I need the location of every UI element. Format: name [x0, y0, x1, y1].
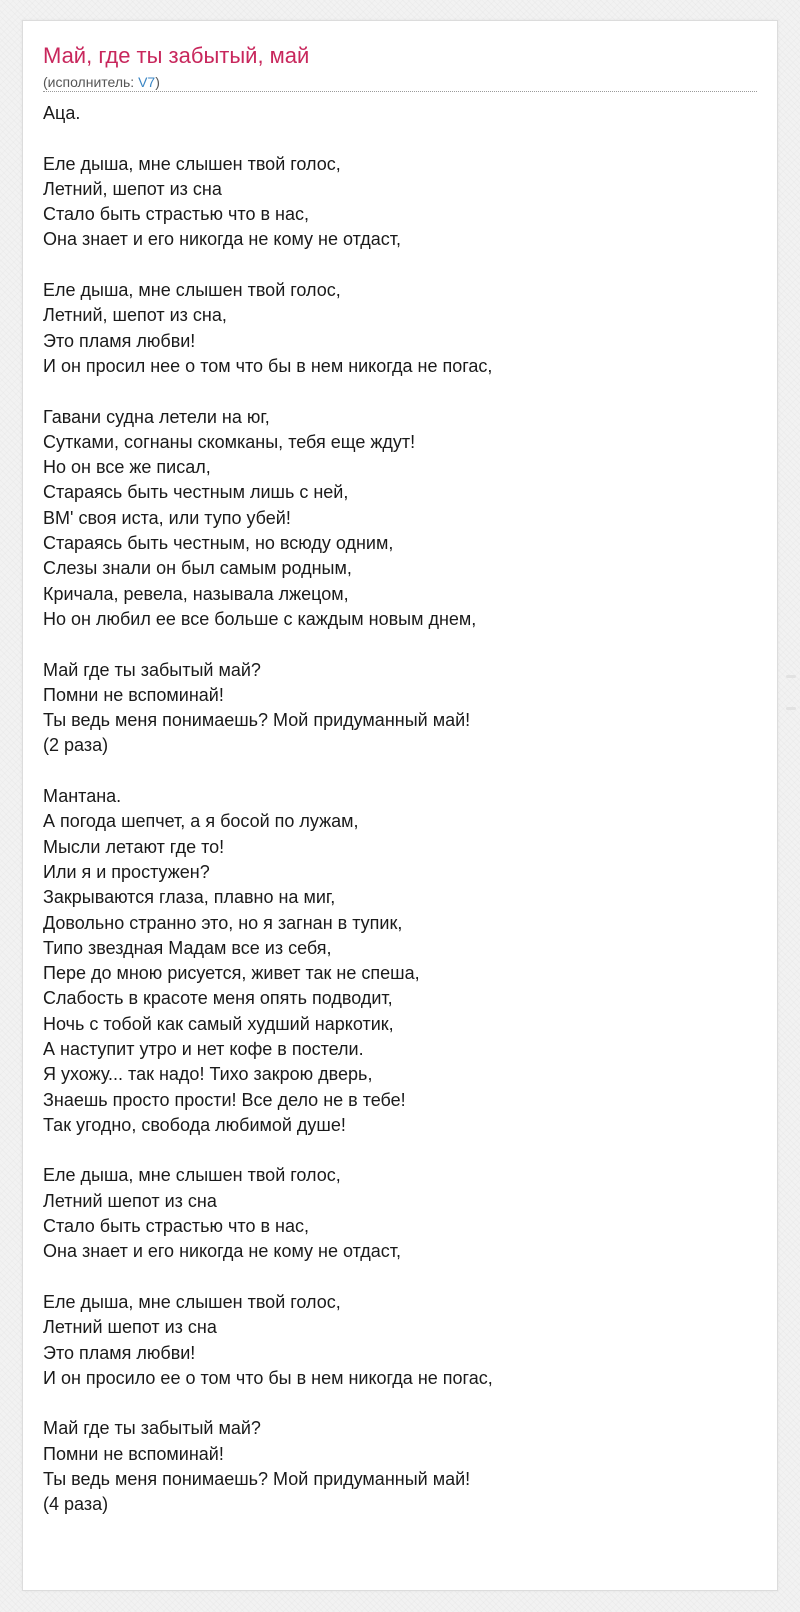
lyric-line: Она знает и его никогда не кому не отдаст,: [43, 229, 402, 250]
lyric-line: Летний шепот из сна: [43, 1317, 217, 1338]
lyric-line: А погода шепчет, а я босой по лужам,: [43, 811, 359, 832]
lyric-line: Стало быть страстью что в нас,: [43, 1216, 309, 1237]
lyric-line: [43, 632, 743, 657]
artist-line: [43, 73, 160, 91]
lyric-line: Ночь с тобой как самый худший наркотик,: [43, 1013, 394, 1034]
lyrics-card: [22, 20, 778, 1591]
lyric-line: Летний, шепот из сна,: [43, 305, 227, 326]
title-divider: [43, 91, 757, 92]
lyric-line: [43, 126, 743, 151]
edge-mark: [786, 675, 796, 678]
lyrics-text: [43, 101, 743, 1518]
lyric-line: Аца.: [43, 103, 81, 123]
lyric-line: Еле дыша, мне слышен твой голос,: [43, 153, 341, 174]
lyric-line: Мысли летают где то!: [43, 836, 225, 857]
lyric-line: Я ухожу... так надо! Тихо закрою дверь,: [43, 1064, 373, 1085]
lyric-line: Ты ведь меня понимаешь? Мой придуманный май!: [43, 1469, 471, 1490]
lyric-line: Гавани судна летели на юг,: [43, 406, 270, 427]
lyric-line: Май где ты забытый май?: [43, 659, 261, 680]
lyric-line: Летний, шепот из сна: [43, 178, 222, 199]
lyric-line: [43, 1265, 743, 1290]
lyric-line: [43, 253, 743, 278]
lyric-line: И он просило ее о том что бы в нем никогда не погас,: [43, 1367, 493, 1388]
lyric-line: Май где ты забытый май?: [43, 1418, 261, 1439]
lyric-line: Но он любил ее все больше с каждым новым днем,: [43, 608, 477, 629]
lyric-line: Пере до мною рисуется, живет так не спеша,: [43, 963, 420, 984]
lyric-line: Еле дыша, мне слышен твой голос,: [43, 1165, 341, 1186]
song-title: Май, где ты забытый, май: [43, 43, 310, 68]
lyric-line: (4 раза): [43, 1494, 109, 1515]
lyric-line: Ты ведь меня понимаешь? Мой придуманный май!: [43, 710, 471, 731]
lyric-line: Слезы знали он был самым родным,: [43, 558, 352, 579]
lyric-line: Или я и простужен?: [43, 861, 210, 882]
lyric-line: Но он все же писал,: [43, 457, 211, 478]
lyric-line: Она знает и его никогда не кому не отдаст,: [43, 1241, 402, 1262]
lyric-line: ВМ' своя иста, или тупо убей!: [43, 507, 291, 528]
lyric-line: Это пламя любви!: [43, 1342, 196, 1363]
lyric-line: [43, 1391, 743, 1416]
artist-prefix: (исполнитель:: [43, 74, 139, 90]
lyric-line: Еле дыша, мне слышен твой голос,: [43, 1291, 341, 1312]
lyric-line: Знаешь просто прости! Все дело не в тебе!: [43, 1089, 406, 1110]
lyric-line: А наступит утро и нет кофе в постели.: [43, 1038, 364, 1059]
lyric-line: Стараясь быть честным лишь с ней,: [43, 482, 349, 503]
lyric-line: Стараясь быть честным, но всюду одним,: [43, 533, 394, 554]
lyric-line: Стало быть страстью что в нас,: [43, 204, 309, 225]
lyric-line: Довольно странно это, но я загнан в тупик,: [43, 912, 403, 933]
lyric-line: Типо звездная Мадам все из себя,: [43, 937, 332, 958]
artist-link[interactable]: V7: [138, 74, 156, 90]
edge-mark: [786, 707, 796, 710]
artist-suffix: ): [155, 74, 160, 90]
lyric-line: Это пламя любви!: [43, 330, 196, 351]
lyric-line: Так угодно, свобода любимой душе!: [43, 1114, 346, 1135]
lyric-line: Помни не вспоминай!: [43, 1443, 224, 1464]
lyric-line: Помни не вспоминай!: [43, 684, 224, 705]
lyric-line: [43, 1138, 743, 1163]
lyric-line: [43, 759, 743, 784]
lyric-line: Кричала, ревела, называла лжецом,: [43, 583, 349, 604]
lyric-line: Летний шепот из сна: [43, 1190, 217, 1211]
lyric-line: (2 раза): [43, 735, 109, 756]
lyric-line: Закрываются глаза, плавно на миг,: [43, 887, 336, 908]
lyric-line: Еле дыша, мне слышен твой голос,: [43, 280, 341, 301]
lyric-line: Сутками, согнаны скомканы, тебя еще ждут!: [43, 431, 416, 452]
lyric-line: Мантана.: [43, 786, 122, 807]
lyric-line: И он просил нее о том что бы в нем никогда не погас,: [43, 355, 493, 376]
lyric-line: Слабость в красоте меня опять подводит,: [43, 988, 393, 1009]
lyric-line: [43, 379, 743, 404]
